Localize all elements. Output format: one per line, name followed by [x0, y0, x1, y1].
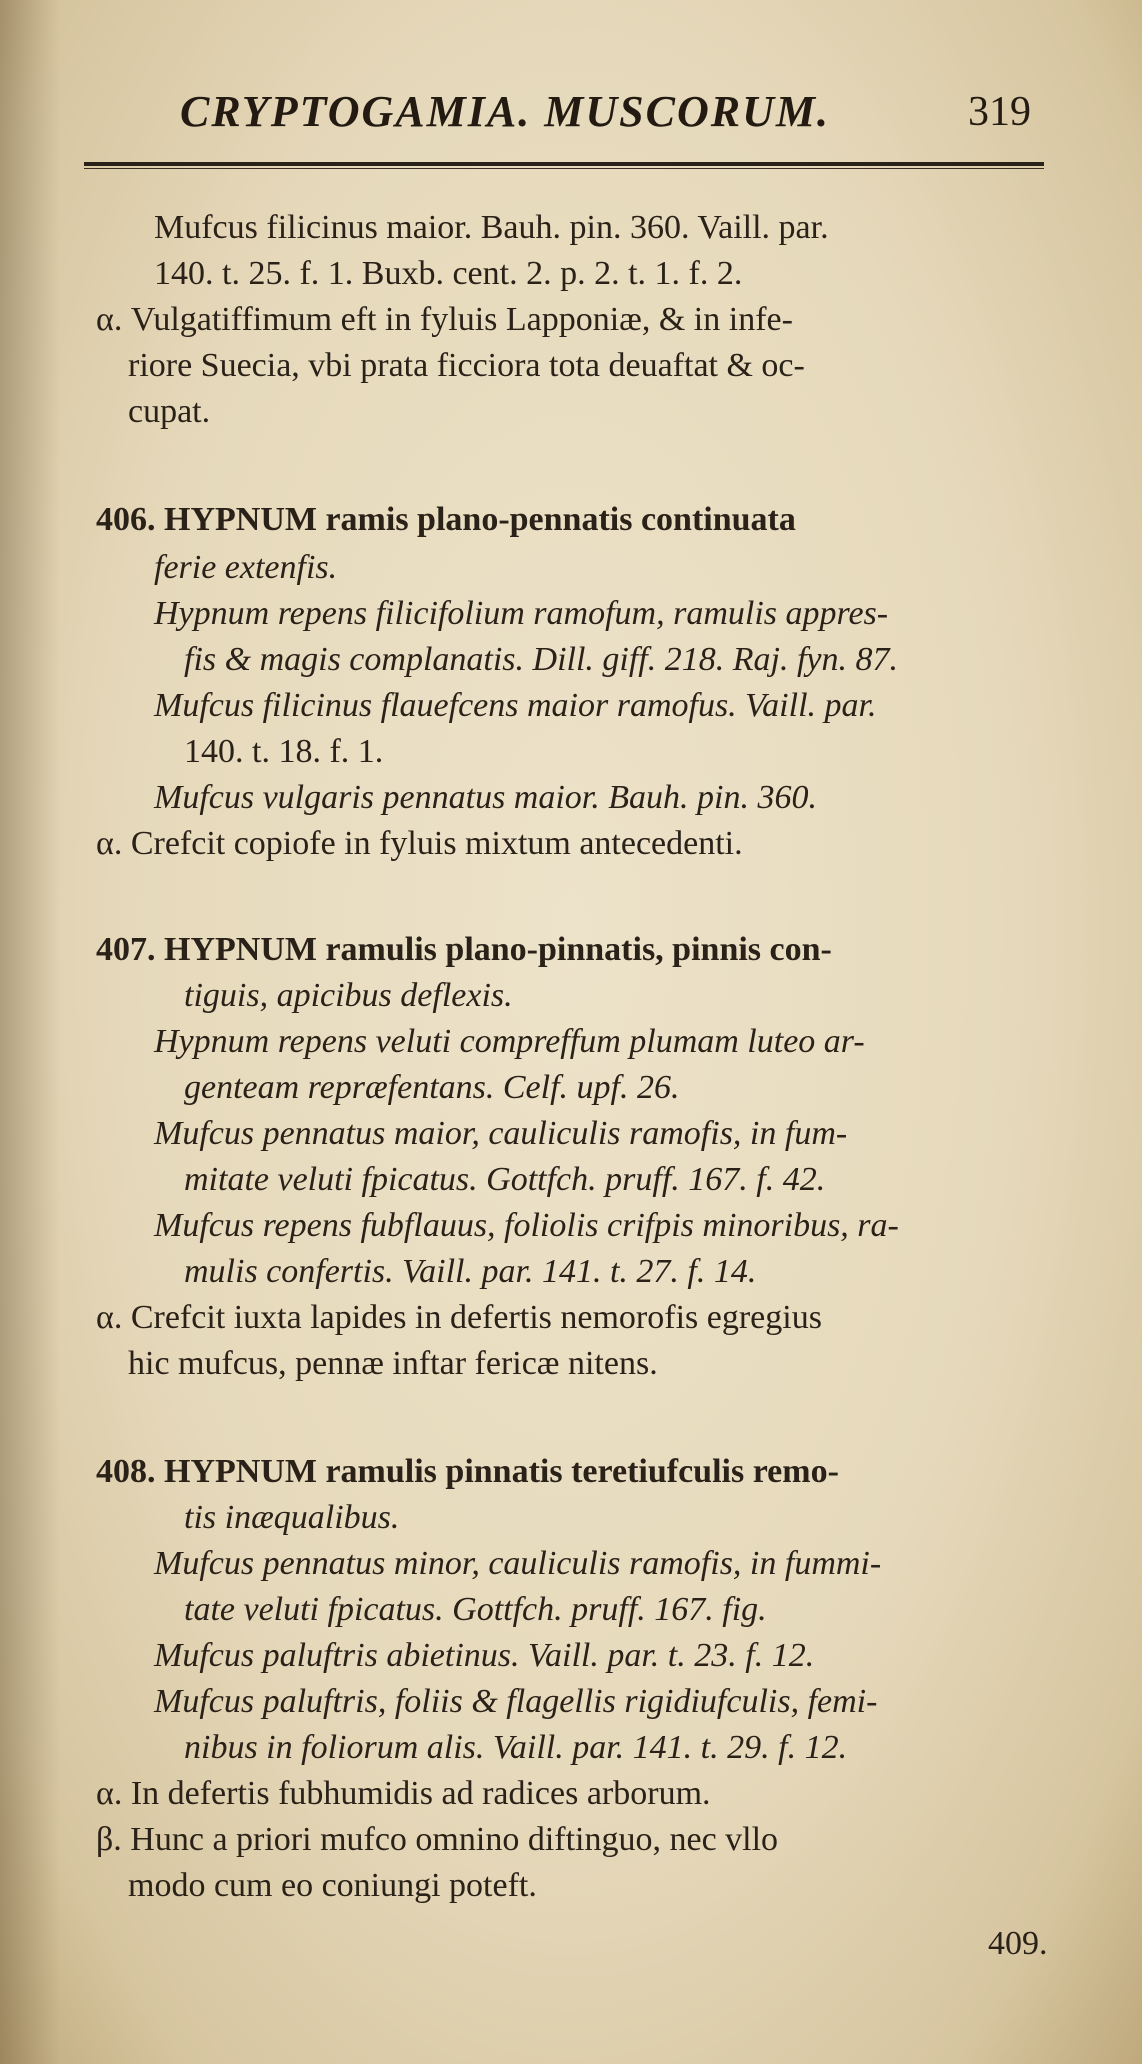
text-line: mitate veluti fpicatus. Gottfch. pruff. 167. f. 42. — [184, 1161, 826, 1198]
text-line: nibus in foliorum alis. Vaill. par. 141. t. 29. f. 12. — [184, 1729, 848, 1766]
text-line: tis inæqualibus. — [184, 1499, 400, 1536]
text-line: Mufcus filicinus flauefcens maior ramofus. Vaill. par. — [154, 687, 877, 724]
text-line: modo cum eo coniungi poteft. — [128, 1867, 537, 1904]
text-line: Mufcus pennatus minor, cauliculis ramofis, in fummi- — [154, 1545, 882, 1582]
header-rule-thin — [84, 168, 1044, 169]
text-line: tiguis, apicibus deflexis. — [184, 977, 513, 1014]
text-line: α. Crefcit iuxta lapides in defertis nemorofis egregius — [96, 1299, 822, 1336]
text-line: tate veluti fpicatus. Gottfch. pruff. 167. fig. — [184, 1591, 767, 1628]
text-line: Mufcus filicinus maior. Bauh. pin. 360. Vaill. par. — [154, 209, 829, 246]
text-line: α. Crefcit copiofe in fyluis mixtum antecedenti. — [96, 825, 743, 862]
text-line: 140. t. 18. f. 1. — [184, 733, 384, 770]
species-heading: 406. HYPNUM ramis plano-pennatis continuata — [96, 501, 796, 538]
running-header: CRYPTOGAMIA. MUSCORUM. — [180, 87, 830, 136]
text-line: riore Suecia, vbi prata ficciora tota deuaftat & oc- — [128, 347, 805, 384]
text-line: Mufcus pennatus maior, cauliculis ramofis, in fum- — [154, 1115, 848, 1152]
text-line: Mufcus paluftris, foliis & flagellis rigidiufculis, femi- — [154, 1683, 878, 1720]
binding-shadow — [0, 0, 60, 2064]
text-line: Hypnum repens veluti compreffum plumam luteo ar- — [154, 1023, 865, 1060]
text-line: cupat. — [128, 393, 211, 430]
text-line: β. Hunc a priori mufco omnino diftinguo, nec vllo — [96, 1821, 779, 1858]
text-line: ferie extenfis. — [154, 549, 338, 586]
species-heading: 408. HYPNUM ramulis pinnatis teretiufculis remo- — [96, 1453, 839, 1490]
text-line: genteam repræfentans. Celf. upf. 26. — [184, 1069, 680, 1106]
header-rule — [84, 162, 1044, 166]
page-number: 319 — [968, 89, 1031, 135]
text-line: hic mufcus, pennæ inftar fericæ nitens. — [128, 1345, 658, 1382]
text-line: Mufcus repens fubflauus, foliolis crifpis minoribus, ra- — [154, 1207, 899, 1244]
text-line: α. In defertis fubhumidis ad radices arborum. — [96, 1775, 711, 1812]
text-line: 140. t. 25. f. 1. Buxb. cent. 2. p. 2. t. 1. f. 2. — [154, 255, 743, 292]
text-line: Mufcus paluftris abietinus. Vaill. par. t. 23. f. 12. — [154, 1637, 815, 1674]
text-line: mulis confertis. Vaill. par. 141. t. 27. f. 14. — [184, 1253, 757, 1290]
text-line: α. Vulgatiffimum eft in fyluis Lapponiæ, & in infe- — [96, 301, 793, 338]
text-line: Mufcus vulgaris pennatus maior. Bauh. pin. 360. — [154, 779, 817, 816]
text-line: fis & magis complanatis. Dill. giff. 218. Raj. fyn. 87. — [184, 641, 898, 678]
species-heading: 407. HYPNUM ramulis plano-pinnatis, pinnis con- — [96, 931, 832, 968]
catchword: 409. — [988, 1925, 1048, 1962]
text-line: Hypnum repens filicifolium ramofum, ramulis appres- — [154, 595, 889, 632]
